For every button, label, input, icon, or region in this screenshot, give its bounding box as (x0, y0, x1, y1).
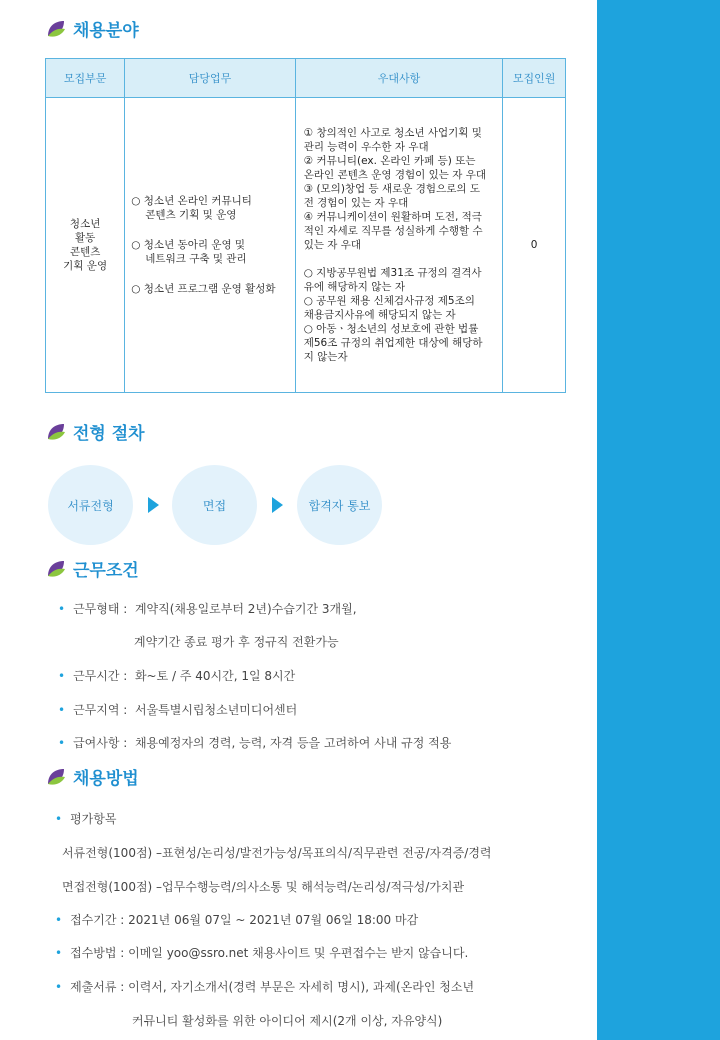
section-title-text: 채용분야 (73, 21, 139, 41)
duty-item (131, 282, 293, 296)
leaf-icon (45, 558, 67, 580)
pref-line: ④ 커뮤니케이션이 원활하며 도전, 적극 (303, 211, 482, 223)
bullet-icon: • (58, 703, 66, 717)
method-text: 접수방법 : 이메일 yoo@ssro.net 채용사이트 및 우편접수는 받지 않습니다. (70, 946, 469, 960)
side-decor-bar (597, 0, 720, 1040)
leaf-icon (45, 766, 67, 788)
method-text: 접수기간 : 2021년 06월 07일 ~ 2021년 07월 06일 18:00 마감 (70, 913, 419, 927)
col-header-count: 모집인원 (503, 59, 566, 98)
duty-item (131, 194, 293, 222)
bullet-icon: • (55, 913, 63, 927)
pref-line: 적인 자세로 직무를 성실하게 수행할 수 (303, 225, 483, 237)
bullet-icon: • (55, 946, 63, 960)
pref-line: ② 커뮤니티(ex. 온라인 카페 등) 또는 (303, 155, 476, 167)
condition-type (58, 600, 357, 617)
pref-block-2 (304, 266, 495, 364)
duty-line: 콘텐츠 기획 및 운영 (145, 209, 237, 221)
method-docs-cont: 커뮤니티 활성화를 위한 아이디어 제시(2개 이상, 자유양식) (132, 1014, 443, 1028)
pref-line: ③ (모의)창업 등 새로운 경험으로의 도 (303, 183, 480, 195)
condition-value: 계약직(채용일로부터 2년)수습기간 3개월, (134, 602, 357, 616)
step-interview: 면접 (172, 465, 257, 545)
method-eval-title (55, 810, 116, 827)
section-title-method (45, 764, 139, 789)
leaf-icon (45, 18, 67, 40)
duty-line: 네트워크 구축 및 관리 (145, 253, 247, 265)
col-header-duty: 담당업무 (125, 59, 295, 98)
condition-hours (58, 667, 295, 684)
pref-line: ① 창의적인 사고로 청소년 사업기획 및 (303, 127, 482, 139)
bullet-icon: • (55, 980, 63, 994)
dept-line: 활동 (74, 232, 96, 244)
count-cell: 0 (503, 98, 566, 393)
step-result: 합격자 통보 (297, 465, 382, 545)
condition-value: 화~토 / 주 40시간, 1일 8시간 (134, 669, 296, 683)
pref-line: 제56조 규정의 취업제한 대상에 해당하 (303, 337, 483, 349)
pref-cell (295, 98, 503, 393)
section-title-process (45, 419, 145, 444)
bullet-icon: • (55, 812, 63, 826)
pref-line: ○ 지방공무원법 제31조 규정의 결격사 (303, 267, 482, 279)
dept-cell (46, 98, 125, 393)
method-text: 평가항목 (70, 812, 117, 826)
method-docs (55, 978, 474, 995)
section-title-field (45, 16, 139, 41)
leaf-icon (45, 421, 67, 443)
method-text: 제출서류 : 이력서, 자기소개서(경력 부문은 자세히 명시), 과제(온라인 청소년 (70, 980, 475, 994)
section-title-text: 채용방법 (73, 769, 139, 789)
pref-line: ○ 공무원 채용 신체검사규정 제5조의 (303, 295, 475, 307)
bullet-icon: • (58, 602, 66, 616)
pref-line: 전 경험이 있는 자 우대 (303, 197, 409, 209)
condition-label: 근무시간 : (73, 669, 128, 683)
dept-line: 청소년 (69, 218, 101, 230)
condition-value: 서울특별시립청소년미디어센터 (134, 703, 298, 717)
pref-line: 있는 자 우대 (303, 239, 362, 251)
pref-line: 채용금지사유에 해당되지 않는 자 (303, 309, 456, 321)
bullet-icon: • (58, 736, 66, 750)
duty-item (131, 238, 293, 266)
col-header-pref: 우대사항 (295, 59, 503, 98)
recruit-table (45, 58, 566, 393)
method-period (55, 911, 418, 928)
dept-line: 콘텐츠 (69, 246, 101, 258)
section-title-conditions (45, 556, 139, 581)
pref-line: 유에 해당하지 않는 자 (303, 281, 405, 293)
pref-line: 지 않는자 (303, 351, 348, 363)
condition-label: 근무형태 : (73, 602, 128, 616)
duty-cell (125, 98, 295, 393)
bullet-icon: • (58, 669, 66, 683)
method-how (55, 944, 468, 961)
method-eval-document: 서류전형(100점) –표현성/논리성/발전가능성/목표의식/직무관련 전공/자격증/경력 (62, 846, 492, 860)
dept-line: 기획 운영 (63, 260, 108, 272)
condition-value: 채용예정자의 경력, 능력, 자격 등을 고려하여 사내 규정 적용 (134, 736, 452, 750)
step-document: 서류전형 (48, 465, 133, 545)
method-eval-interview: 면접전형(100점) –업무수행능력/의사소통 및 해석능력/논리성/적극성/가치관 (62, 880, 465, 894)
section-title-text: 전형 절차 (73, 424, 145, 444)
pref-block-1 (304, 126, 495, 252)
condition-type-cont: 계약기간 종료 평가 후 정규직 전환가능 (134, 635, 339, 649)
condition-location (58, 701, 297, 718)
duty-line: ○ 청소년 온라인 커뮤니티 (131, 195, 252, 207)
duty-line: ○ 청소년 동아리 운영 및 (131, 239, 246, 251)
duty-line: ○ 청소년 프로그램 운영 활성화 (131, 283, 276, 295)
pref-line: ○ 아동ㆍ청소년의 성보호에 관한 법률 (303, 323, 479, 335)
arrow-right-icon (272, 497, 283, 513)
condition-label: 급여사항 : (73, 736, 128, 750)
pref-line: 관리 능력이 우수한 자 우대 (303, 141, 429, 153)
condition-salary (58, 734, 451, 751)
condition-label: 근무지역 : (73, 703, 128, 717)
col-header-dept: 모집부문 (46, 59, 125, 98)
arrow-right-icon (148, 497, 159, 513)
pref-line: 온라인 콘텐츠 운영 경험이 있는 자 우대 (303, 169, 487, 181)
section-title-text: 근무조건 (73, 561, 139, 581)
